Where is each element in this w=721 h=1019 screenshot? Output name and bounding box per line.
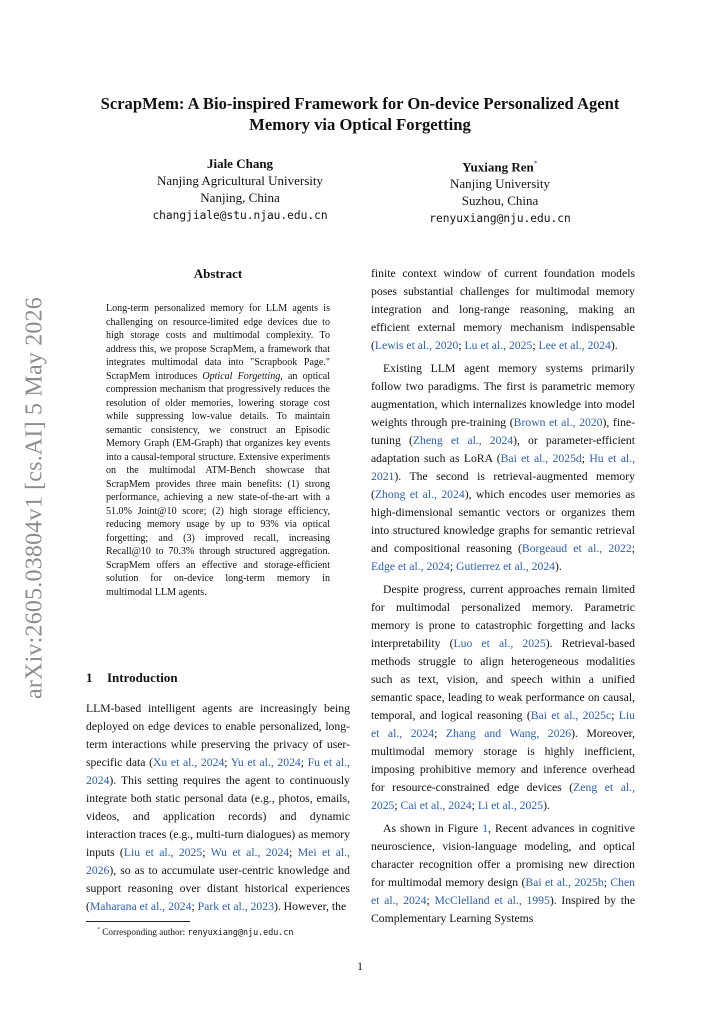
section-number: 1 — [86, 670, 93, 685]
abstract-body: Long-term personalized memory for LLM agents is challenging on resource-limited edge devices due to high storage costs and multimodal complexity. To address this, we propose ScrapMem, a framework that integrates multimodal data into "Scrapbook Page." ScrapMem introduces Optical Forgetting, an optical compression mechanism that progressively reduces the resolution of older memories, lowering storage cost while suppressing low-value details. To maintain semantic consistency, we construct an Episodic Memory Graph (EM-Graph) that organizes key events into a causal-temporal structure. Extensive experiments on the multimodal ATM-Bench showcase that ScrapMem provides three main benefits: (1) strong performance, achieving a new state-of-the-art with a 51.0% Joint@10 score; (2) high storage efficiency, reducing memory usage by up to 93% via optical forgetting; and (3) improved recall, increasing Recall@10 to 70.3% through structured aggregation. ScrapMem offers an effective and storage-efficient solution for on-device long-term memory in multimodal LLM agents. — [106, 303, 330, 598]
author-name: Jiale Chang — [206, 156, 274, 171]
arxiv-id-text: arXiv:2605.03804v1 [cs.AI] 5 May 2026 — [21, 296, 48, 699]
citation-link[interactable]: Liu et al., 2024 — [371, 709, 635, 740]
citation-link[interactable]: Zhang and Wang, 2026 — [445, 727, 572, 740]
citation-link[interactable]: Chen et al., 2024 — [371, 876, 636, 907]
author-email: changjiale@stu.njau.edu.cn — [152, 209, 328, 222]
arxiv-watermark — [18, 296, 52, 699]
paragraph: LLM-based intelligent agents are increasingly being deployed on edge devices to enable personalized, long-term interactions while preserving the privacy of user-specific data (Xu et al., 2024; Yu et al., 2024; Fu et al., 2024). This setting requires the agent to continuously integrate both static personal data (e.g., photos, emails, videos, and application records) and dynamic interaction traces (e.g., multi-turn dialogues) as memory inputs (Liu et al., 2025; Wu et al., 2024; Mei et al., 2026), so as to accumulate user-centric knowledge and support reasoning over distant historical experiences (Maharana et al., 2024; Park et al., 2023). However, the — [86, 702, 351, 913]
citation-link[interactable]: Lewis et al., 2020 — [374, 339, 459, 352]
author-name: Yuxiang Ren — [462, 159, 534, 175]
footnote-text: Corresponding author: — [102, 927, 188, 938]
citation-link[interactable]: Wu et al., 2024 — [210, 846, 290, 859]
author-block-2 — [370, 155, 630, 227]
citation-link[interactable]: Lee et al., 2024 — [538, 339, 611, 352]
citation-link[interactable]: Xu et al., 2024 — [152, 756, 225, 769]
citation-link[interactable]: Cai et al., 2024 — [400, 799, 472, 812]
footnote — [97, 925, 293, 938]
paragraph: As shown in Figure 1, Recent advances in cognitive neuroscience, vision-language modeling, and optical character recognition offer a promising new direction for multimodal memory design (Bai et al., 2025b; Chen et al., 2024; McClelland et al., 1995). Inspired by the Complementary Learning Systems — [371, 822, 636, 925]
citation-link[interactable]: Lu et al., 2025 — [464, 339, 533, 352]
citation-link[interactable]: Li et al., 2025 — [477, 799, 544, 812]
abstract-emphasis: Optical Forgetting — [202, 370, 281, 382]
citation-link[interactable]: Zeng et al., 2025 — [371, 781, 635, 812]
citation-link[interactable]: Bai et al., 2025d — [500, 452, 582, 465]
paragraph: Despite progress, current approaches remain limited for multimodal personalized memory. Parametric memory is prone to catastrophic forgetting and lacks interpretability (Luo et al., 2025). Retrieval-based methods struggle to align heterogeneous modalities such as text, vision, and speech within a unified semantic space, leading to weak performance on causal, temporal, and logical reasoning (Bai et al., 2025c; Liu et al., 2024; Zhang and Wang, 2026). Moreover, multimodal memory storage is highly inefficient, imposing prohibitive memory and inference overhead for resource-constrained edge devices (Zeng et al., 2025; Cai et al., 2024; Li et al., 2025). — [371, 583, 636, 812]
citation-link[interactable]: Gutierrez et al., 2024 — [456, 560, 556, 573]
footnote-mark: * — [97, 927, 100, 933]
citation-link[interactable]: Edge et al., 2024 — [371, 560, 450, 573]
right-column-text — [371, 265, 635, 928]
author-block-1 — [110, 155, 370, 224]
abstract-heading: Abstract — [193, 266, 243, 281]
citation-link[interactable]: McClelland et al., 1995 — [434, 894, 550, 907]
author-location: Nanjing, China — [200, 190, 280, 205]
author-location: Suzhou, China — [461, 193, 539, 209]
author-affiliation: Nanjing Agricultural University — [156, 173, 324, 188]
section-heading-introduction — [86, 670, 178, 686]
paragraph: finite context window of current foundation models poses substantial challenges for multimodal memory integration and long-range reasoning, making an efficient external memory mechanism indispensable (Lewis et al., 2020; Lu et al., 2025; Lee et al., 2024). — [371, 267, 635, 352]
citation-link[interactable]: Zhong et al., 2024 — [374, 488, 465, 501]
paragraph: Existing LLM agent memory systems primarily follow two paradigms. The first is parametric memory augmentation, which internalizes knowledge into model weights through pre-training (Brown et al., 2020), fine-tuning (Zheng et al., 2024), or parameter-efficient adaptation such as LoRA (Bai et al., 2025d; Hu et al., 2021). The second is retrieval-augmented memory (Zhong et al., 2024), which encodes user memories as high-dimensional semantic vectors or organizes them into structured knowledge graphs for semantic retrieval and compositional reasoning (Borgeaud et al., 2022; Edge et al., 2024; Gutierrez et al., 2024). — [371, 362, 636, 573]
footnote-divider — [86, 921, 190, 922]
footnote-email: renyuxiang@nju.edu.cn — [187, 927, 294, 938]
citation-link[interactable]: Liu et al., 2025 — [123, 846, 203, 859]
citation-link[interactable]: Fu et al., 2024 — [86, 756, 351, 787]
citation-link[interactable]: Brown et al., 2020 — [513, 416, 603, 429]
citation-link[interactable]: Park et al., 2023 — [197, 900, 274, 913]
figure-reference-link[interactable]: 1 — [482, 822, 489, 835]
citation-link[interactable]: Yu et al., 2024 — [230, 756, 301, 769]
paper-title: ScrapMem: A Bio-inspired Framework for On-device Personalized Agent Memory via Optical Forgetting — [100, 94, 620, 134]
left-column-text — [86, 700, 350, 916]
citation-link[interactable]: Bai et al., 2025c — [530, 709, 612, 722]
citation-link[interactable]: Hu et al., 2021 — [371, 452, 636, 483]
page-number: 1 — [357, 960, 363, 973]
section-title: Introduction — [107, 670, 178, 685]
author-email: renyuxiang@nju.edu.cn — [429, 212, 571, 226]
author-affiliation: Nanjing University — [449, 176, 550, 192]
citation-link[interactable]: Mei et al., 2026 — [86, 846, 351, 877]
citation-link[interactable]: Bai et al., 2025b — [525, 876, 604, 889]
citation-link[interactable]: Borgeaud et al., 2022 — [521, 542, 632, 555]
corresponding-author-mark[interactable]: * — [533, 159, 538, 168]
citation-link[interactable]: Luo et al., 2025 — [453, 637, 546, 650]
citation-link[interactable]: Maharana et al., 2024 — [89, 900, 192, 913]
citation-link[interactable]: Zheng et al., 2024 — [412, 434, 514, 447]
